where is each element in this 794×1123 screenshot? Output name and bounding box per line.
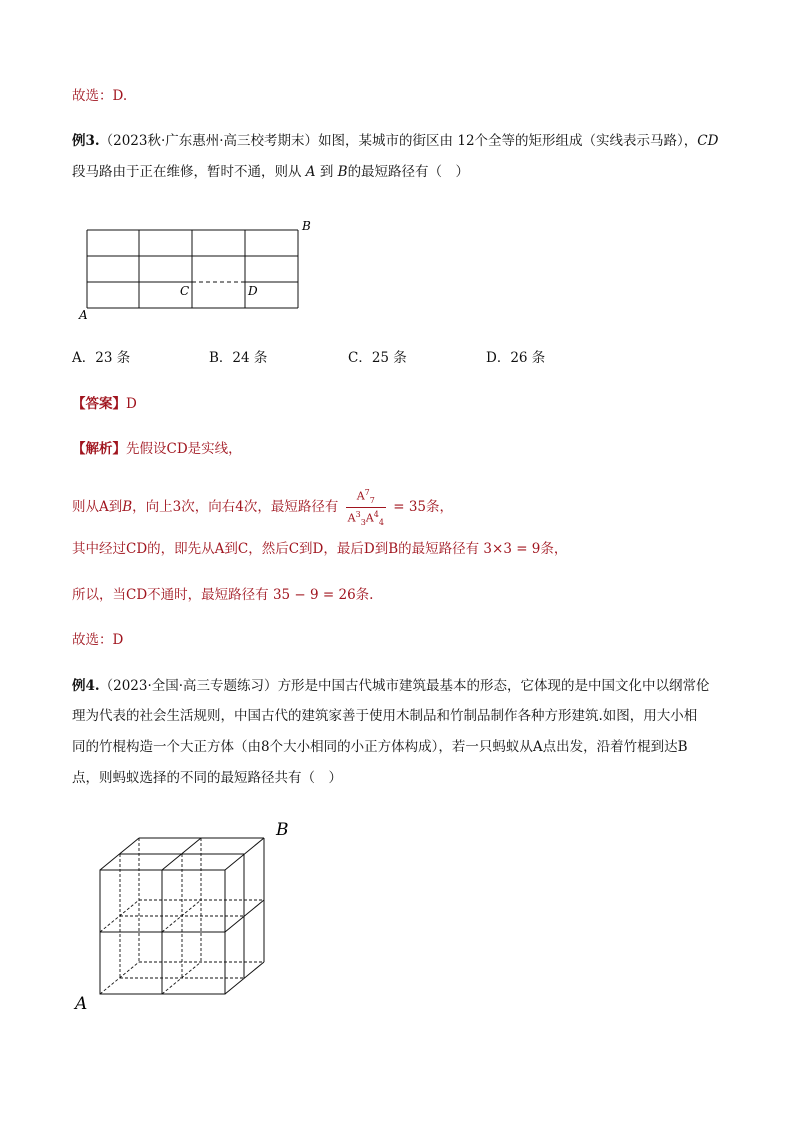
option-a[interactable]: A．23 条	[72, 350, 131, 366]
grid-label-b: B	[302, 219, 311, 233]
option-c[interactable]: C．25 条	[348, 350, 407, 366]
numerator-symbol: A	[356, 489, 365, 503]
intro-answer-choice	[72, 86, 127, 106]
cube-label-b: B	[276, 820, 289, 840]
example-4-line-3	[72, 737, 688, 757]
denominator-symbol-2: A	[365, 511, 374, 525]
denominator-symbol-1: A	[347, 511, 356, 525]
example-3-number: 3	[85, 133, 95, 149]
analysis-line-3	[72, 539, 567, 559]
analysis-l2-pre: 则从	[72, 498, 99, 515]
example-4-dot: .	[94, 678, 100, 694]
analysis-l2-to: 到	[108, 498, 123, 515]
analysis-line-1	[72, 439, 242, 459]
analysis-text-4: 所以，当CD不通时，最短路径有 35 − 9 = 26条.	[72, 587, 374, 603]
fraction-numerator	[346, 486, 386, 508]
example-4-text-2: 理为代表的社会生活规则，中国古代的建筑家善于使用木制品和竹制品制作各种方形建筑.如图，用大小相	[72, 708, 698, 724]
cube-hidden-edges	[100, 838, 264, 994]
answer-tag: 【答案】	[72, 396, 126, 412]
analysis-text-3: 其中经过CD的，即先从A到C，然后C到D，最后D到B的最短路径有 3×3 = 9条，	[72, 541, 568, 557]
analysis-l2-b: B	[122, 498, 133, 515]
cube-figure	[72, 818, 312, 1018]
example-4-line-2	[72, 706, 697, 726]
answer-value: D	[126, 396, 137, 412]
analysis-l2-mid: ，向上3次，向右4次，最短路径有	[132, 498, 339, 515]
numerator-sup: 7	[364, 488, 370, 497]
example-4-line-1	[72, 676, 710, 696]
example-4-line-4	[72, 768, 342, 788]
street-grid-lines	[87, 230, 298, 308]
option-d[interactable]: D．26 条	[486, 350, 546, 366]
grid-label-d: D	[248, 284, 258, 298]
example-3-label: 例	[72, 133, 86, 149]
intro-guxuan-text: 故选：D.	[72, 88, 128, 104]
analysis-line-4	[72, 585, 373, 605]
denominator-sup-2: 4	[373, 509, 379, 519]
example-4-text-1: 方形是中国古代城市建筑最基本的形态，它体现的是中国文化中以纲常伦	[277, 678, 710, 694]
answer-line	[72, 394, 137, 414]
example-3-a: A	[305, 164, 316, 180]
street-grid-figure	[72, 218, 322, 328]
analysis-line-2	[72, 486, 453, 529]
example-3-source: （2023秋·广东惠州·高三校考期末）	[99, 133, 319, 149]
cube-label-a: A	[75, 994, 88, 1014]
analysis-text-1: 先假设CD是实线，	[126, 441, 242, 457]
permutation-fraction	[346, 486, 386, 529]
example-3-text-2-end: 的最短路径有（ ）	[347, 164, 470, 180]
example-3-b: B	[337, 164, 348, 180]
example-3-line-2	[72, 162, 469, 182]
denominator-sub-1: 3	[360, 517, 366, 527]
analysis-tag: 【解析】	[72, 441, 126, 457]
example-3-dot: .	[94, 133, 100, 149]
example-3-text-2: 段马路由于正在维修，暂时不通，则从	[72, 164, 302, 180]
example-4-source: （2023·全国·高三专题练习）	[99, 678, 278, 694]
example-4-label: 例	[72, 678, 86, 694]
example-3-line-1	[72, 131, 718, 151]
example-3-answer-choice	[72, 630, 123, 650]
grid-label-c: C	[180, 284, 190, 298]
denominator-sup-1: 3	[355, 509, 361, 519]
example-3-guxuan: 故选：D	[72, 632, 124, 648]
example-4-text-4: 点，则蚂蚁选择的不同的最短路径共有（ ）	[72, 770, 342, 786]
analysis-l2-a: A	[99, 498, 109, 515]
example-3-cd: CD	[697, 133, 719, 149]
grid-label-a: A	[79, 308, 88, 322]
analysis-l2-end: = 35条，	[393, 498, 454, 515]
example-4-text-3: 同的竹棍构造一个大正方体（由8个大小相同的小正方体构成），若一只蚂蚁从A点出发，沿着竹棍到达B	[72, 739, 688, 755]
example-3-text-1: 如图，某城市的街区由 12个全等的矩形组成（实线表示马路），	[318, 133, 698, 149]
denominator-sub-2: 4	[378, 517, 384, 527]
numerator-sub: 7	[369, 495, 375, 505]
fraction-denominator	[346, 508, 386, 529]
example-4-number: 4	[85, 678, 95, 694]
option-b[interactable]: B．24 条	[209, 350, 268, 366]
example-3-to: 到	[319, 164, 334, 180]
